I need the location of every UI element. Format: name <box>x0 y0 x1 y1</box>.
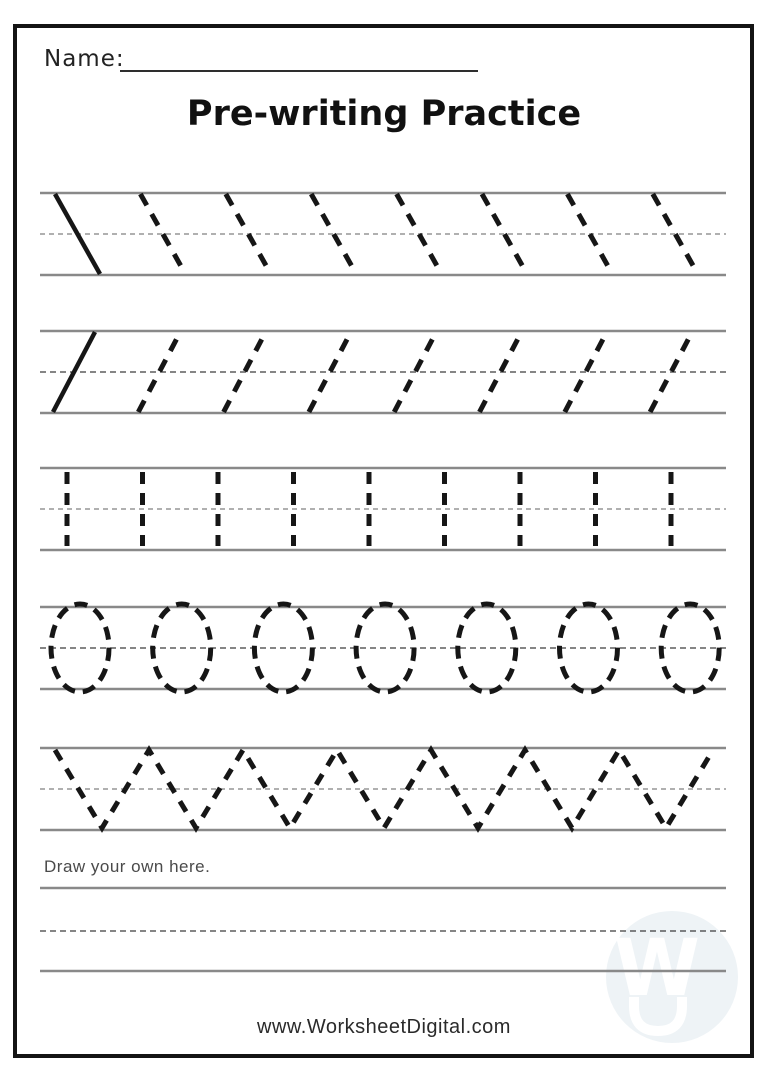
worksheet-title: Pre-writing Practice <box>186 94 582 134</box>
draw-your-own-label: Draw your own here. <box>44 857 211 876</box>
practice-row-4-oval <box>40 604 726 692</box>
practice-row-5-zigzag <box>40 748 726 830</box>
practice-row-1-diagonal-down-stroke <box>40 193 726 275</box>
name-label: Name: <box>44 46 125 72</box>
footer-website: www.WorksheetDigital.com <box>257 1016 511 1038</box>
draw-your-own-area[interactable] <box>40 889 726 970</box>
name-blank-line[interactable] <box>120 46 478 72</box>
draw-your-own-section <box>40 888 726 971</box>
practice-row-2-diagonal-up-stroke <box>40 331 726 413</box>
practice-row-3-vertical-stroke <box>40 468 726 550</box>
